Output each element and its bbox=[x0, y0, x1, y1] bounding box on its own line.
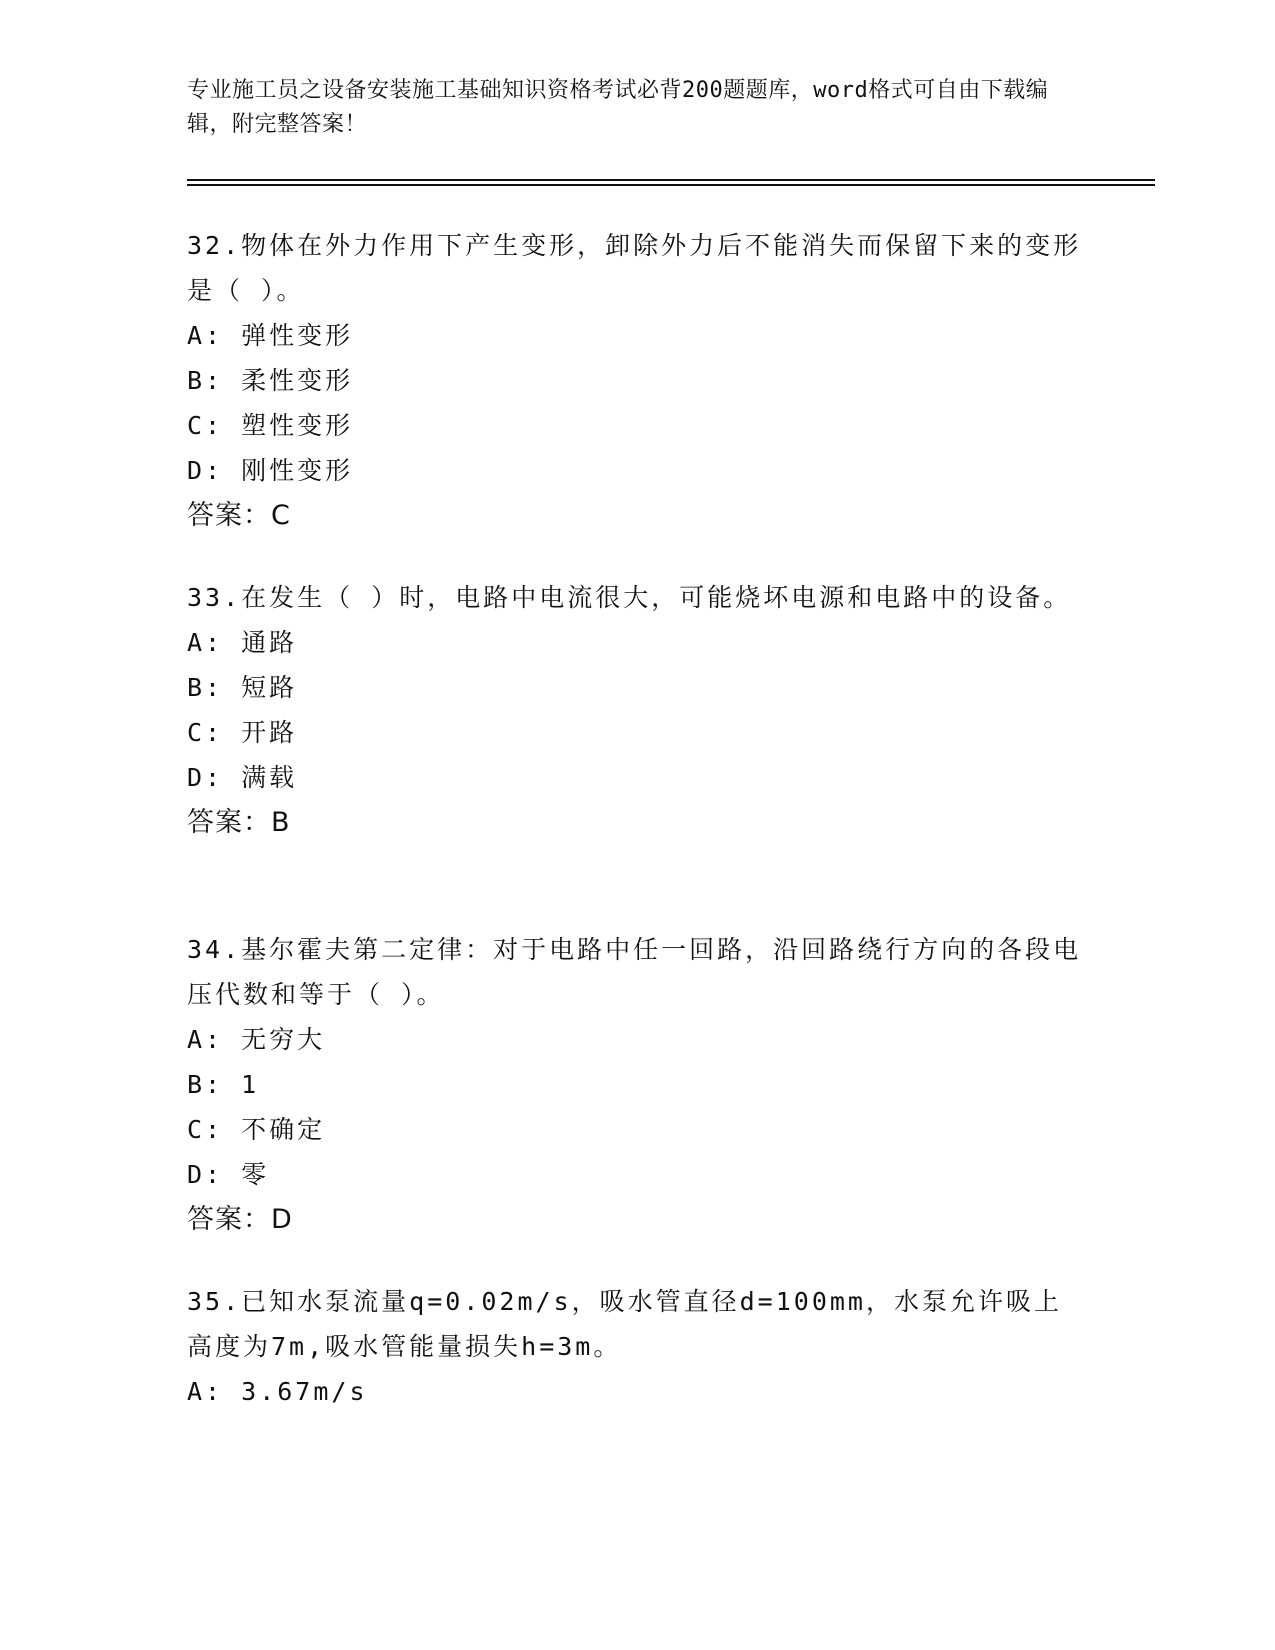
option-c: C: 塑性变形 bbox=[187, 411, 354, 440]
option-c: C: 不确定 bbox=[187, 1115, 326, 1144]
question-text: 34.基尔霍夫第二定律：对于电路中任一回路，沿回路绕行方向的各段电压代数和等于（ ）。 bbox=[187, 935, 1082, 1009]
question-text: 33.在发生（ ）时，电路中电流很大，可能烧坏电源和电路中的设备。 bbox=[187, 583, 1072, 612]
header-divider-top bbox=[187, 179, 1155, 181]
question-34 bbox=[187, 927, 1087, 1243]
document-header: 专业施工员之设备安装施工基础知识资格考试必背200题题库，word格式可自由下载编辑，附完整答案！ bbox=[187, 78, 1049, 137]
answer-label: 答案：D bbox=[187, 1204, 293, 1235]
answer-label: 答案：C bbox=[187, 500, 291, 531]
option-a: A: 通路 bbox=[187, 628, 298, 657]
question-text: 32.物体在外力作用下产生变形，卸除外力后不能消失而保留下来的变形是（ ）。 bbox=[187, 231, 1082, 305]
option-b: B: 1 bbox=[187, 1070, 260, 1099]
option-a: A: 3.67m/s bbox=[187, 1377, 368, 1406]
option-a: A: 无穷大 bbox=[187, 1025, 326, 1054]
answer-label: 答案：B bbox=[187, 807, 291, 838]
option-d: D: 刚性变形 bbox=[187, 456, 354, 485]
option-d: D: 满载 bbox=[187, 763, 298, 792]
question-text: 35.已知水泵流量q=0.02m/s，吸水管直径d=100mm，水泵允许吸上高度为7m,吸水管能量损失h=3m。 bbox=[187, 1287, 1062, 1361]
option-b: B: 柔性变形 bbox=[187, 366, 354, 395]
header-divider-bottom bbox=[187, 184, 1155, 186]
question-33 bbox=[187, 575, 1087, 846]
option-a: A: 弹性变形 bbox=[187, 321, 354, 350]
option-c: C: 开路 bbox=[187, 718, 298, 747]
option-b: B: 短路 bbox=[187, 673, 298, 702]
question-35 bbox=[187, 1279, 1087, 1414]
option-d: D: 零 bbox=[187, 1160, 270, 1189]
question-32 bbox=[187, 223, 1087, 539]
